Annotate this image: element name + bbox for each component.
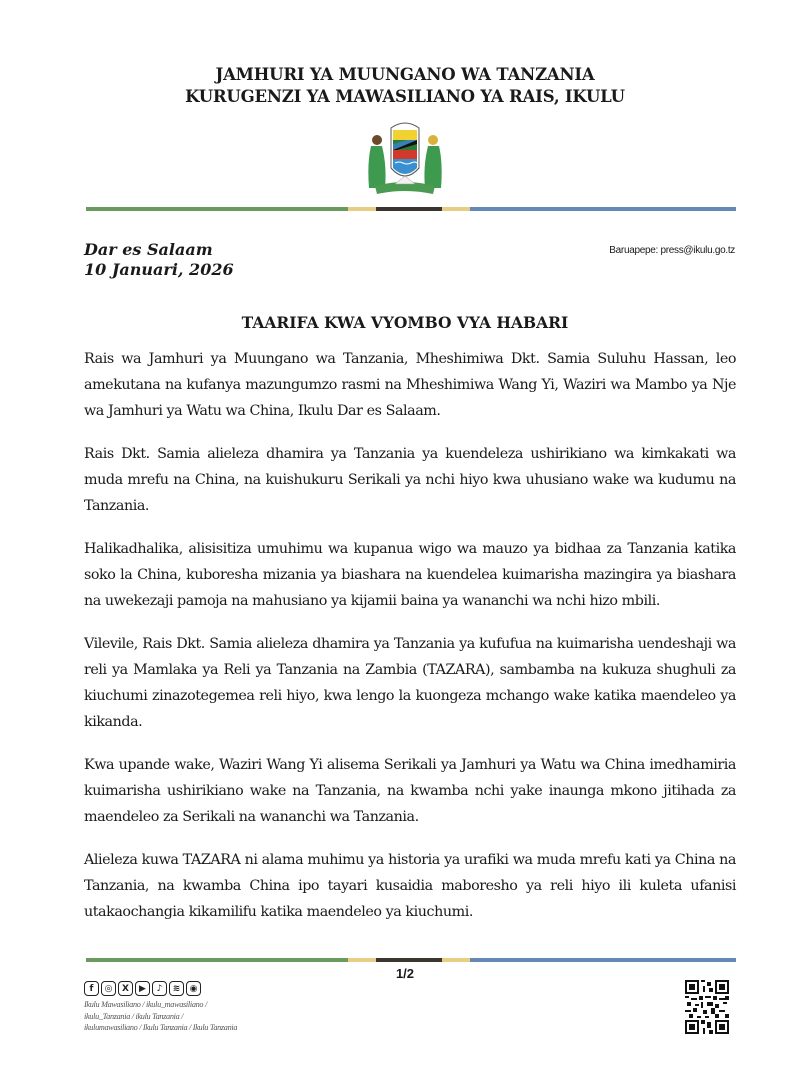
- x-icon[interactable]: X: [118, 981, 133, 996]
- paragraph: Rais Dkt. Samia alieleza dhamira ya Tanzania ya kuendeleza ushirikiano wa kimkakati wa muda mrefu na China, na kuishukuru Serikali ya nchi hiyo kwa uhusiano wake wa kudumu na Tanzania.: [84, 446, 736, 514]
- paragraph: Kwa upande wake, Waziri Wang Yi alisema Serikali ya Jamhuri ya Watu wa China imedhamiria kuimarisha ushirikiano wake na Tanzania, na kwamba nchi yake inaunga mkono jitihada za maendeleo za Serikali na wananchi wa Tanzania.: [84, 757, 736, 825]
- header-color-divider: [86, 207, 736, 211]
- date: 10 Januari, 2026: [84, 260, 234, 279]
- facebook-icon[interactable]: f: [84, 981, 99, 996]
- handle-line: Ikulu Mawasiliano / ikulu_mawasiliano /: [84, 1000, 207, 1009]
- dateline: [84, 240, 234, 280]
- paragraph: Alieleza kuwa TAZARA ni alama muhimu ya historia ya urafiki wa muda mrefu kati ya China na Tanzania, na kwamba China ipo tayari kusaidia maboresho ya reli hiyo ili kuleta ufanisi utakaochangia kikamilifu katika maendeleo ya kiuchumi.: [84, 852, 736, 920]
- podcast-icon[interactable]: ◉: [186, 981, 201, 996]
- letterhead-line-1: JAMHURI YA MUUNGANO WA TANZANIA: [215, 65, 595, 84]
- social-icons: [84, 981, 201, 996]
- page-number: 1/2: [395, 966, 415, 981]
- youtube-icon[interactable]: ▶: [135, 981, 150, 996]
- handle-line: ikulumawasiliano / Ikulu Tanzania / Ikulu Tanzania: [84, 1023, 238, 1032]
- letterhead-line-2: KURUGENZI YA MAWASILIANO YA RAIS, IKULU: [185, 87, 625, 106]
- footer-color-divider: [86, 958, 736, 962]
- qr-code-icon[interactable]: [685, 980, 729, 1034]
- paragraph: Rais wa Jamhuri ya Muungano wa Tanzania, Mheshimiwa Dkt. Samia Suluhu Hassan, leo amekutana na kufanya mazungumzo rasmi na Mheshimiwa Wang Yi, Waziri wa Mambo ya Nje wa Jamhuri ya Watu wa China, Ikulu Dar es Salaam.: [84, 351, 736, 419]
- social-handles: [84, 999, 284, 1034]
- place: Dar es Salaam: [84, 240, 213, 259]
- email-address: Baruapepe: press@ikulu.go.tz: [609, 245, 735, 256]
- paragraph: Halikadhalika, alisisitiza umuhimu wa kupanua wigo wa mauzo ya bidhaa za Tanzania katika soko la China, kuboresha mizania ya biashara na kuendelea kuimarisha mazingira ya biashara na uwekezaji pamoja na mahusiano ya kijamii baina ya wananchi wa nchi hizo mbili.: [84, 541, 736, 609]
- handle-line: ikulu_Tanzania / ikulu Tanzania /: [84, 1011, 184, 1021]
- letterhead-title: [0, 64, 810, 108]
- instagram-icon[interactable]: ◎: [101, 981, 116, 996]
- document-body: [84, 346, 736, 942]
- document-title: TAARIFA KWA VYOMBO VYA HABARI: [241, 313, 569, 332]
- paragraph: Vilevile, Rais Dkt. Samia alieleza dhamira ya Tanzania ya kufufua na kuimarisha uendeshaji wa reli ya Mamlaka ya Reli ya Tanzania na Zambia (TAZARA), sambamba na kukuza shughuli za kiuchumi zinazotegemea reli hiyo, kwa lengo la kuongeza mchango wake katika maendeleo ya kikanda.: [84, 636, 736, 730]
- spotify-icon[interactable]: ≋: [169, 981, 184, 996]
- coat-of-arms-icon: [355, 118, 455, 198]
- tiktok-icon[interactable]: ♪: [152, 981, 167, 996]
